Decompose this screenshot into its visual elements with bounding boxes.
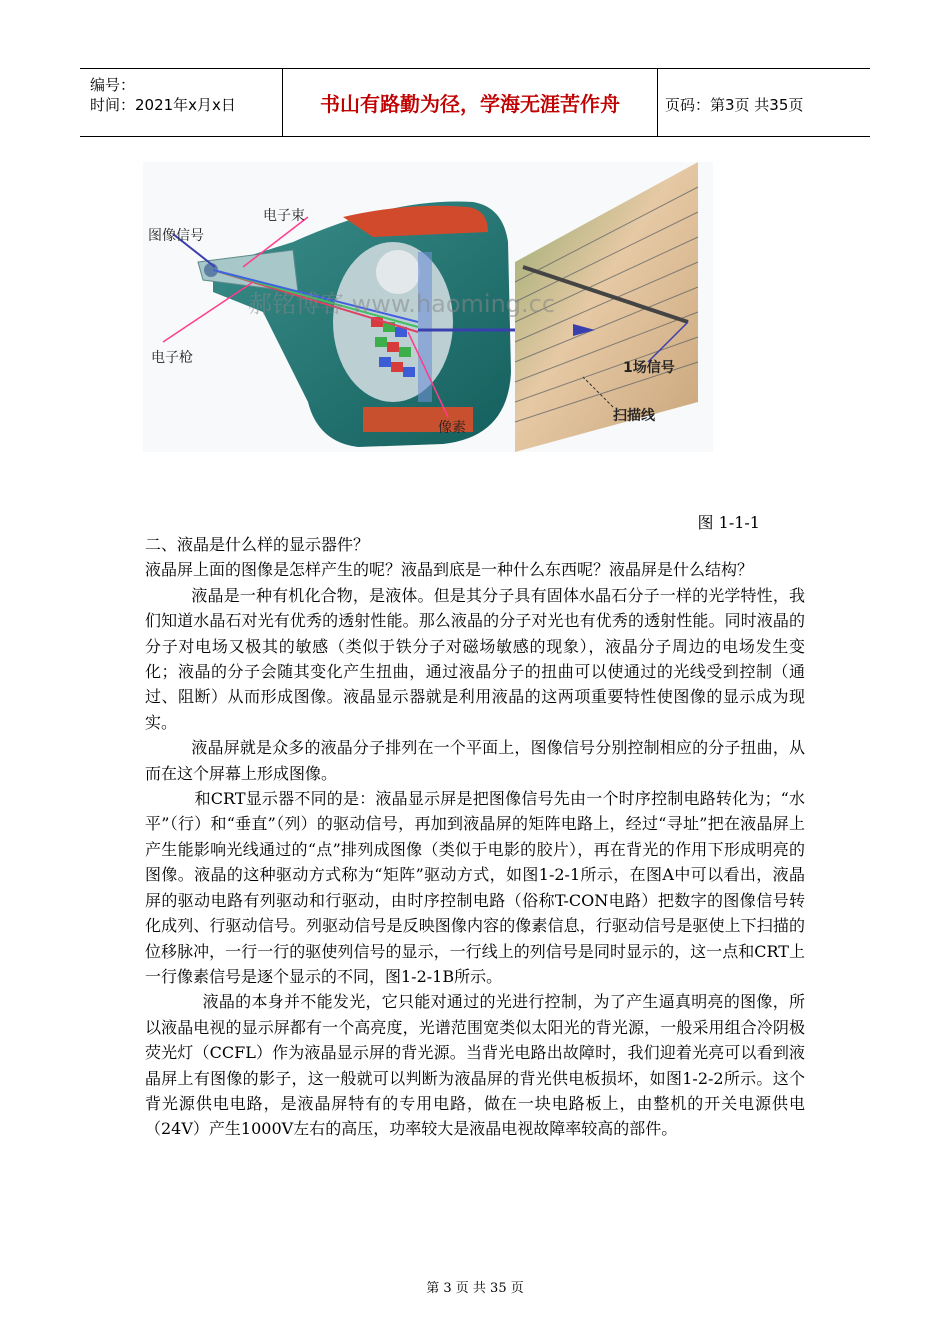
header-number: 编号： (90, 76, 136, 94)
pointer-electron-gun (163, 282, 253, 342)
crt-speaker-grille (376, 250, 420, 294)
label-pixel: 像素 (438, 420, 466, 436)
watermark: 郝铭博客 www.haoming.cc (248, 290, 556, 318)
paragraph-1: 液晶是一种有机化合物，是液体。但是其分子具有固体水晶石分子一样的光学特性，我们知道水晶石对光有优秀的透射性能。那么液晶的分子对光也有优秀的透射性能。同时液晶的分子对电场又极其的敏感（类似于铁分子对磁场敏感的现象），液晶分子周边的电场发生变化；液晶的分子会随其变化产生扭曲，通过液晶分子的扭曲可以使通过的光线受到控制（通过、阻断）从而形成图像。液晶显示器就是利用液晶的这两项重要特性使图像的显示成为现实。 (145, 585, 805, 732)
crt-diagram (143, 162, 713, 452)
label-field-signal: 1场信号 (623, 360, 675, 376)
header-page-info: 页码：第3页 共35页 (665, 96, 804, 114)
label-scan-line: 扫描线 (613, 408, 655, 424)
header-motto: 书山有路勤为径，学海无涯苦作舟 (320, 92, 620, 116)
crt-diagram-figure (143, 162, 713, 452)
section-heading: 二、液晶是什么样的显示器件？ (145, 535, 370, 554)
page-footer: 第 3 页 共 35 页 (426, 1281, 524, 1296)
header-top-rule (80, 68, 870, 69)
figure-caption: 图 1-1-1 (697, 513, 760, 532)
paragraph-4: 液晶的本身并不能发光，它只能对通过的光进行控制，为了产生逼真明亮的图像，所以液晶电视的显示屏都有一个高亮度，光谱范围宽类似太阳光的背光源，一般采用组合冷阴极荧光灯（CCFL）作为液晶显示屏的背光源。当背光电路出故障时，我们迎着光亮可以看到液晶屏上有图像的影子，这一般就可以判断为液晶屏的背光供电板损坏，如图1-2-2所示。这个背光源供电电路，是液晶屏特有的专用电路，做在一块电路板上，由整机的开关电源供电（24V）产生1000V左右的高压，功率较大是液晶电视故障率较高的部件。 (145, 992, 805, 1139)
header-divider-right (657, 68, 658, 136)
body-text (145, 532, 805, 1142)
label-image-signal: 图像信号 (148, 228, 204, 244)
label-electron-gun: 电子枪 (151, 350, 193, 366)
paragraph-3: 和CRT显示器不同的是：液晶显示屏是把图像信号先由一个时序控制电路转化为；“水平”（行）和“垂直”（列）的驱动信号，再加到液晶屏的矩阵电路上，经过“寻址”把在液晶屏上产生能影响光线通过的“点”排列成图像（类似于电影的胶片），再在背光的作用下形成明亮的图像。液晶的这种驱动方式称为“矩阵”驱动方式，如图1-2-1所示，在图A中可以看出，液晶屏的驱动电路有列驱动和行驱动，由时序控制电路（俗称T-CON电路）把数字的图像信号转化成列、行驱动信号。列驱动信号是反映图像内容的像素信息，行驱动信号是驱使上下扫描的位移脉冲，一行一行的驱使列信号的显示，一行线上的列信号是同时显示的，这一点和CRT上一行像素信号是逐个显示的不同，图1-2-1B所示。 (145, 789, 805, 986)
header-time: 时间：2021年x月x日 (90, 96, 236, 114)
header-divider-left (282, 68, 283, 136)
header-bottom-rule (80, 136, 870, 137)
label-electron-beam: 电子束 (263, 208, 305, 224)
paragraph-2: 液晶屏就是众多的液晶分子排列在一个平面上，图像信号分别控制相应的分子扭曲，从而在这个屏幕上形成图像。 (145, 738, 805, 783)
section-questions: 液晶屏上面的图像是怎样产生的呢？液晶到底是一种什么东西呢？液晶屏是什么结构？ (145, 560, 754, 580)
